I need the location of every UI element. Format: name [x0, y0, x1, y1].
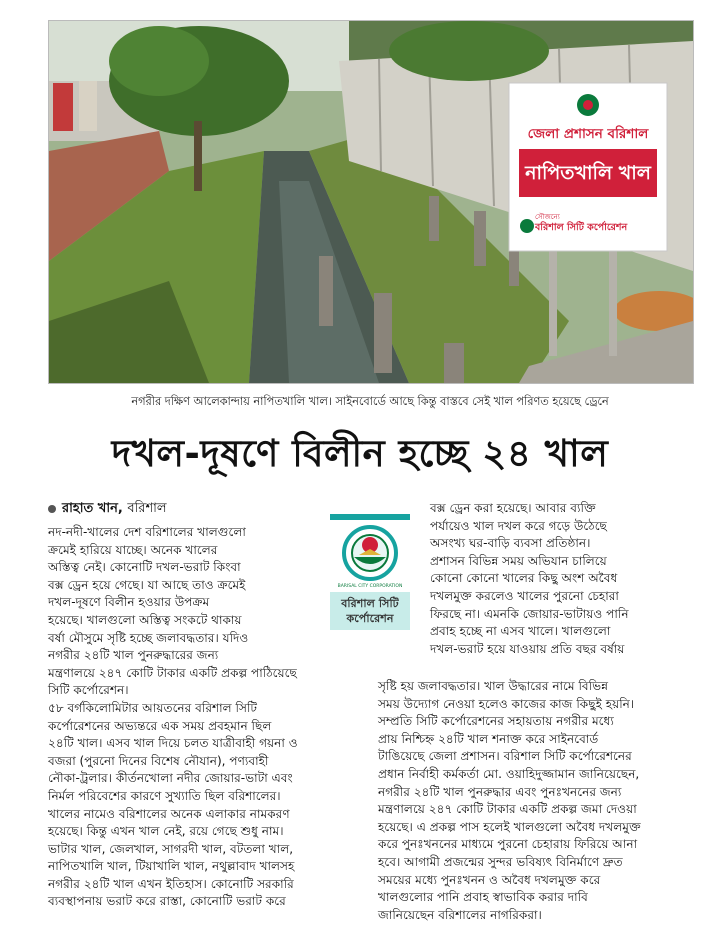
column-1-text — [48, 524, 376, 911]
article-line: ভাটার খাল, জেলখাল, সাগরদী খাল, বটতলা খাল, — [48, 841, 294, 856]
bullet-icon — [48, 505, 56, 513]
city-corporation-label: বরিশাল সিটি কর্পোরেশন — [330, 592, 410, 630]
article-line: খালগুলোর পানি প্রবাহ স্বাভাবিক করার দাবি — [378, 890, 588, 905]
article-line: খালের নামেও বরিশালের অনেক এলাকার নামকরণ — [48, 806, 290, 821]
city-corporation-logo — [330, 520, 410, 590]
article-line: বক্স ড্রেন করা হয়েছে। আবার ব্যক্তি — [430, 501, 596, 515]
article-line: সময় উদ্যোগ নেওয়া হলেও কাজের কাজ কিছুই হয়নি। — [378, 696, 635, 711]
article-line: ব্যবস্থাপনায় ভরাট করে রাস্তা, কোনোটি ভরাট করে — [48, 894, 286, 909]
sign-courtesy-text: সৌজন্যে — [535, 213, 560, 221]
sign-district-text: জেলা প্রশাসন বরিশাল — [527, 126, 649, 142]
article-line: প্রশাসন বিভিন্ন সময় অভিযান চালিয়ে — [430, 553, 607, 568]
article-line: হবে। আগামী প্রজন্মের সুন্দর ভবিষ্যৎ বিনির্মাণে দ্রুত — [378, 854, 623, 869]
logo-caption: BARISAL CITY CORPORATION — [337, 584, 403, 589]
article-line: নৌকা-ট্রলার। কীর্তনখোলা নদীর জোয়ার-ভাটা এবং — [48, 771, 293, 786]
article-line: দখলমুক্ত করলেও খালের পুরনো চেহারা — [430, 588, 619, 603]
headline: দখল-দূষণে বিলীন হচ্ছে ২৪ খাল — [111, 432, 609, 475]
article-line: প্রায় নিশ্চিহ্ন ২৪টি খাল শনাক্ত করে সাইনবোর্ড — [378, 731, 599, 746]
article-line: মন্ত্রণালয়ে ২৪৭ কোটি টাকার একটি প্রকল্প পাঠিয়েছে — [48, 665, 297, 680]
canal-photo-illustration — [49, 21, 693, 383]
article-line: সৃষ্টি হয় জলাবদ্ধতার। খাল উদ্ধারের নামে বিভিন্ন — [378, 679, 609, 693]
article-column-2 — [430, 500, 692, 658]
article-line: হয়েছে। খালগুলো অস্তিত্ব সংকটে থাকায় — [48, 612, 242, 627]
article-line: নির্মল পরিবেশের কারণে সুখ্যাতি ছিল বরিশালের। — [48, 788, 281, 803]
article-line: বর্ষা মৌসুমে সৃষ্টি হচ্ছে জলাবদ্ধতার। যদিও — [48, 630, 249, 645]
article-line: দখল-দূষণে বিলীন হওয়ার উপক্রম — [48, 595, 210, 610]
column-2-text — [430, 500, 692, 658]
article-column-1 — [48, 500, 376, 911]
sign-corporation-text: বরিশাল সিটি কর্পোরেশন — [535, 222, 628, 233]
article-line: বক্স ড্রেন হয়ে গেছে। যা আছে তাও ক্রমেই — [48, 577, 246, 592]
article-line: নগরীর ২৪টি খাল পুনরুদ্ধার এবং পুনঃখননের জন্য — [378, 784, 622, 799]
article-line: নগরীর ২৪টি খাল পুনরুদ্ধারের জন্য — [48, 648, 219, 663]
left-wall-banner — [53, 83, 73, 131]
article-line: প্রবাহ হচ্ছে না এসব খালে। খালগুলো — [430, 624, 611, 639]
article-line: নদ-নদী-খালের দেশ বরিশালের খালগুলো — [48, 525, 246, 539]
byline-author: রাহাত খান, — [62, 501, 123, 516]
article-line: অস্তিত্ব নেই। কোনোটি দখল-ভরাট কিংবা — [48, 560, 241, 575]
article-line: কর্পোরেশনের অভ্যন্তরে এক সময় প্রবহমান ছিল — [48, 718, 272, 733]
article-line: সিটি কর্পোরেশন। — [48, 683, 129, 698]
article-line: জানিয়েছেন বরিশালের নাগরিকরা। — [378, 907, 542, 922]
article-column-3 — [378, 678, 692, 924]
photo-caption: নগরীর দক্ষিণ আলেকান্দায় নাপিতখালি খাল। সাইনবোর্ডে আছে কিন্তু বাস্তবে সেই খাল পরিণত হয়েছে ড্রেনে — [131, 395, 609, 408]
city-corporation-box — [330, 514, 410, 630]
article-line: করে পুনঃখননের মাধ্যমে পুরনো চেহারায় ফিরিয়ে আনা — [378, 837, 638, 852]
article-line: সময়ের মধ্যে পুনঃখনন ও অবৈধ দখলমুক্ত করে — [378, 872, 601, 887]
article-line: পর্যায়েও খাল দখল করে গড়ে উঠেছে — [430, 518, 607, 533]
byline-place: বরিশাল — [127, 501, 167, 516]
article-line: মন্ত্রণালয়ে ২৪৭ কোটি টাকার একটি প্রকল্প জমা দেওয়া — [378, 802, 637, 817]
article-line: টাঙিয়েছে জেলা প্রশাসন। বরিশাল সিটি কর্পোরেশনের — [378, 749, 632, 764]
article-line: নগরীর ২৪টি খাল এখন ইতিহাস। কোনোটি সরকারি — [48, 876, 294, 891]
article-line: বজরা (পুরনো দিনের বিশেষ নৌযান), পণ্যবাহী — [48, 753, 269, 768]
article-line: নাপিতখালি খাল, টিয়াখালি খাল, নথুল্লাবাদ খালসহ — [48, 859, 295, 874]
article-line: ২৪টি খাল। এসব খাল দিয়ে চলত যাত্রীবাহী গয়না ও — [48, 736, 298, 751]
article-line: অসংখ্য ঘর-বাড়ি ব্যবসা প্রতিষ্ঠান। — [430, 536, 591, 551]
sign-canal-name: নাপিতখালি খাল — [525, 162, 651, 184]
article-line: কোনো কোনো খালের কিছু অংশ অবৈধ — [430, 571, 618, 586]
news-photo — [48, 20, 694, 384]
article-line: ক্রমেই হারিয়ে যাচ্ছে। অনেক খালের — [48, 542, 218, 557]
article-line: ফিরছে না। এমনকি জোয়ার-ভাটায়ও পানি — [430, 606, 629, 621]
article-line: ৫৮ বর্গকিলোমিটার আয়তনের বরিশাল সিটি — [48, 700, 258, 715]
article-line: হয়েছে। কিন্তু এখন খাল নেই, রয়ে গেছে শুধু নাম। — [48, 824, 284, 839]
article-line: প্রধান নির্বাহী কর্মকর্তা মো. ওয়াহিদুজ্জামান জানিয়েছেন, — [378, 766, 640, 781]
byline — [48, 500, 376, 518]
corporation-emblem-icon — [337, 525, 403, 585]
article-line: দখল-ভরাট হয়ে যাওয়ায় প্রতি বছর বর্ষায় — [430, 641, 625, 656]
article-line: সম্প্রতি সিটি কর্পোরেশনের সহায়তায় নগরীর মধ্যে — [378, 714, 614, 729]
article-line: হয়েছে। এ প্রকল্প পাস হলেই খালগুলো অবৈধ দখলমুক্ত — [378, 819, 641, 834]
column-3-text — [378, 678, 692, 924]
